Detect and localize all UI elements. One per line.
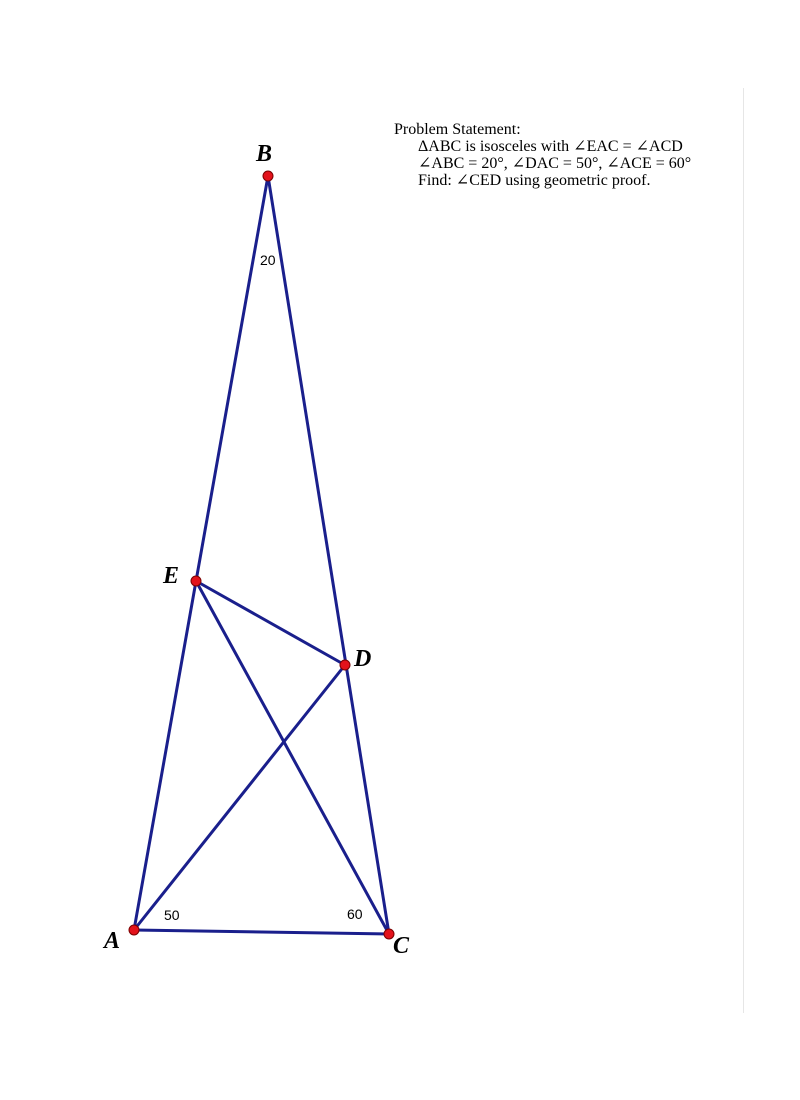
problem-heading: Problem Statement: <box>394 121 521 138</box>
point-e <box>191 576 201 586</box>
segment-ac <box>134 930 389 934</box>
point-label-d: D <box>354 646 372 672</box>
angle-label-a: 50 <box>164 907 180 923</box>
point-a <box>129 925 139 935</box>
problem-line-3: Find: ∠CED using geometric proof. <box>418 172 651 189</box>
point-label-a: A <box>104 928 121 954</box>
segment-ab <box>134 176 268 930</box>
angle-label-b: 20 <box>260 252 276 268</box>
point-d <box>340 660 350 670</box>
problem-line-1: ΔABC is isosceles with ∠EAC = ∠ACD <box>418 138 683 155</box>
point-label-e: E <box>163 563 180 589</box>
point-b <box>263 171 273 181</box>
angle-label-c: 60 <box>347 906 363 922</box>
point-label-b: B <box>256 141 273 167</box>
problem-line-2: ∠ABC = 20°, ∠DAC = 50°, ∠ACE = 60° <box>418 155 692 172</box>
point-label-c: C <box>393 933 410 959</box>
